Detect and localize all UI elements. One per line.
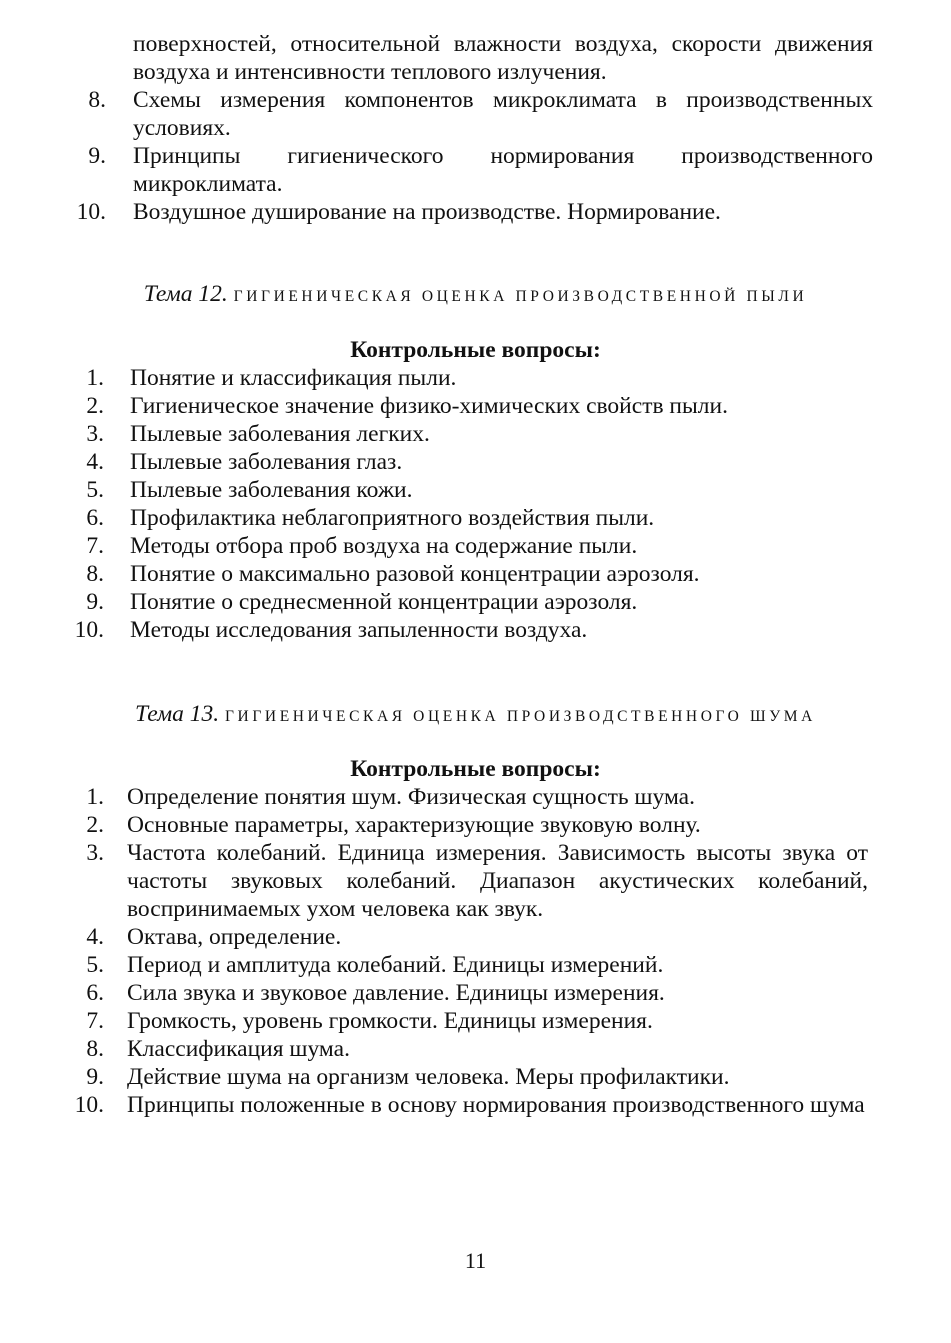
list-item — [0, 1091, 951, 1119]
item-text: Определение понятия шум. Физическая сущность шума. — [127, 784, 695, 810]
item-text: Октава, определение. — [127, 924, 342, 950]
item-number: 10. — [74, 1092, 104, 1118]
item-text: Принципы гигиенического нормирования производственного микроклимата. — [133, 143, 873, 197]
item-number: 8. — [86, 1036, 104, 1062]
list-item — [0, 364, 951, 392]
item-number: 9. — [86, 1064, 104, 1090]
topic-name: ГИГИЕНИЧЕСКАЯ ОЦЕНКА ПРОИЗВОДСТВЕННОЙ ПЫЛИ — [233, 288, 808, 305]
item-text: Громкость, уровень громкости. Единицы измерения. — [127, 1008, 653, 1034]
list-item — [0, 198, 951, 226]
item-text: Воздушное душирование на производстве. Нормирование. — [133, 199, 721, 225]
item-text: Гигиеническое значение физико-химических свойств пыли. — [130, 393, 728, 419]
topic11-questions-continuation — [0, 30, 951, 226]
list-item — [0, 783, 951, 811]
item-number: 2. — [86, 393, 104, 419]
list-item — [0, 30, 951, 86]
item-number: 7. — [86, 533, 104, 559]
list-item — [0, 392, 951, 420]
list-item — [0, 420, 951, 448]
topic13-title — [0, 700, 951, 731]
list-item — [0, 476, 951, 504]
item-number: 4. — [86, 449, 104, 475]
item-text: Методы отбора проб воздуха на содержание пыли. — [130, 533, 638, 559]
list-item — [0, 616, 951, 644]
list-item — [0, 448, 951, 476]
item-text: Действие шума на организм человека. Меры профилактики. — [127, 1064, 730, 1090]
list-item — [0, 504, 951, 532]
questions-heading: Контрольные вопросы: — [350, 756, 601, 782]
item-text: Профилактика неблагоприятного воздействия пыли. — [130, 505, 655, 531]
item-text: Понятие и классификация пыли. — [130, 365, 457, 391]
item-text: Понятие о среднесменной концентрации аэрозоля. — [130, 589, 638, 615]
item-number: 1. — [86, 784, 104, 810]
topic12-title — [0, 280, 951, 311]
item-number: 8. — [86, 561, 104, 587]
list-item — [0, 86, 951, 142]
item-number: 5. — [86, 952, 104, 978]
item-number: 5. — [86, 477, 104, 503]
list-item — [0, 811, 951, 839]
item-number: 10. — [74, 617, 104, 643]
list-item — [0, 1035, 951, 1063]
item-text: Схемы измерения компонентов микроклимата в производственных условиях. — [133, 87, 873, 141]
item-number: 8. — [88, 87, 106, 113]
topic12-questions-list — [0, 364, 951, 644]
list-item — [0, 560, 951, 588]
item-text: Частота колебаний. Единица измерения. Зависимость высоты звука от частоты звуковых колебаний. Диапазон акустических колебаний, воспринимаемых ухом человека как звук. — [127, 840, 868, 922]
topic13-questions-list — [0, 783, 951, 1119]
list-item — [0, 923, 951, 951]
item-text: Пылевые заболевания легких. — [130, 421, 430, 447]
item-text: Пылевые заболевания кожи. — [130, 477, 413, 503]
item-text: поверхностей, относительной влажности воздуха, скорости движения воздуха и интенсивности теплового излучения. — [133, 31, 873, 85]
item-number: 6. — [86, 505, 104, 531]
item-number: 6. — [86, 980, 104, 1006]
list-item — [0, 142, 951, 198]
topic-name: ГИГИЕНИЧЕСКАЯ ОЦЕНКА ПРОИЗВОДСТВЕННОГО ШУМА — [224, 708, 816, 725]
questions-heading: Контрольные вопросы: — [350, 337, 601, 363]
item-number: 2. — [86, 812, 104, 838]
item-text: Понятие о максимально разовой концентрации аэрозоля. — [130, 561, 700, 587]
item-text: Сила звука и звуковое давление. Единицы измерения. — [127, 980, 665, 1006]
item-text: Основные параметры, характеризующие звуковую волну. — [127, 812, 701, 838]
list-item — [0, 839, 951, 923]
item-text: Методы исследования запыленности воздуха. — [130, 617, 588, 643]
list-item — [0, 588, 951, 616]
list-item — [0, 951, 951, 979]
item-number: 9. — [88, 143, 106, 169]
item-number: 1. — [86, 365, 104, 391]
item-number: 10. — [76, 199, 106, 225]
page-number: 11 — [464, 1248, 487, 1273]
list-item — [0, 1063, 951, 1091]
item-number: 3. — [86, 840, 104, 866]
item-text: Пылевые заболевания глаз. — [130, 449, 403, 475]
topic-label: Тема 12. — [143, 281, 228, 307]
item-text: Принципы положенные в основу нормирования производственного шума — [127, 1092, 865, 1118]
item-number: 9. — [86, 589, 104, 615]
list-item — [0, 1007, 951, 1035]
topic-label: Тема 13. — [135, 701, 220, 727]
list-item — [0, 532, 951, 560]
item-number: 4. — [86, 924, 104, 950]
item-number: 7. — [86, 1008, 104, 1034]
item-text: Классификация шума. — [127, 1036, 350, 1062]
item-text: Период и амплитуда колебаний. Единицы измерений. — [127, 952, 664, 978]
item-number: 3. — [86, 421, 104, 447]
list-item — [0, 979, 951, 1007]
